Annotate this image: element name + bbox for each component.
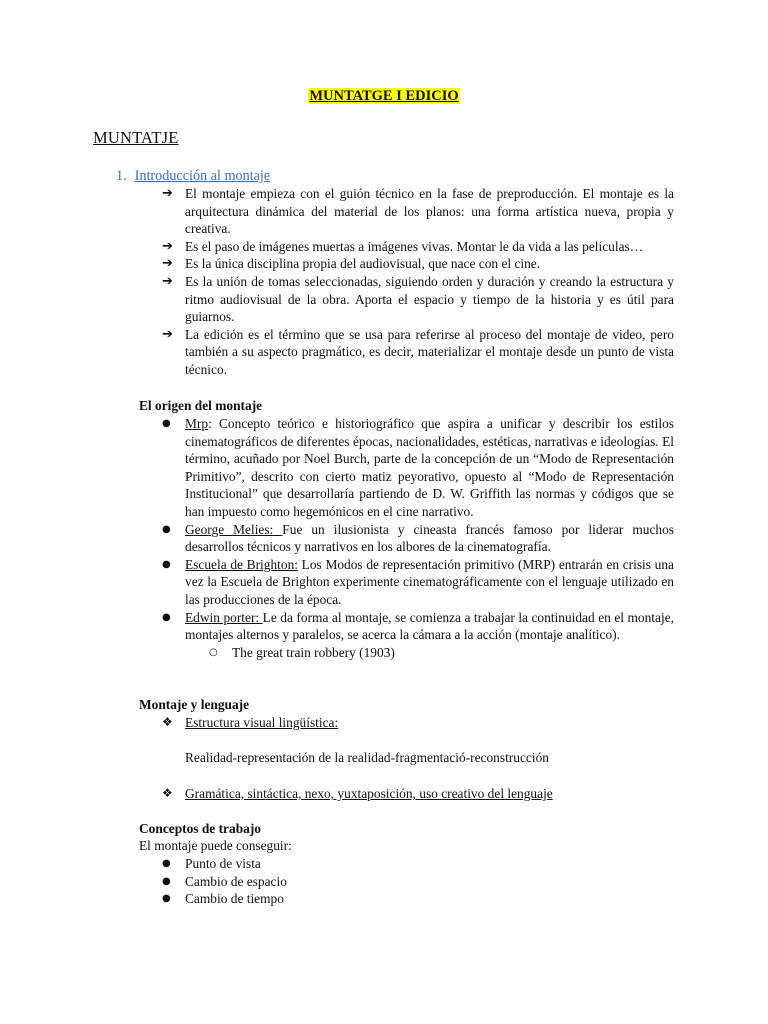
dot-bullet-icon: ● (162, 418, 171, 429)
list-item: ● Edwin porter: Le da forma al montaje, se comienza a trabajar la continuidad en el montaje, montajes alternos y paralelos, se acerca la cámara a la acción (montaje analítico). (162, 609, 674, 643)
list-item: ● Cambio de espacio (162, 873, 287, 889)
arrow-bullet-icon: ➔ (162, 326, 173, 342)
lenguaje-line: Realidad-representación de la realidad-fragmentació-reconstrucción (185, 750, 549, 765)
dot-bullet-icon: ● (162, 875, 171, 887)
conceptos-intro: El montaje puede conseguir: (139, 838, 292, 853)
origen-heading: El origen del montaje (139, 398, 263, 413)
diamond-bullet-icon: ❖ (162, 715, 173, 729)
conceptos-heading: Conceptos de trabajo (139, 821, 261, 836)
lenguaje-item-1 (0, 714, 768, 732)
dot-bullet-icon: ● (162, 611, 171, 623)
lenguaje-item-2 (0, 785, 768, 803)
list-item: ❖ Estructura visual lingüística: (162, 715, 339, 730)
origen-list (0, 415, 768, 661)
diamond-bullet-icon: ❖ (162, 786, 173, 800)
intro-list (0, 185, 768, 379)
arrow-bullet-icon: ➔ (162, 256, 173, 272)
dot-bullet-icon: ● (162, 858, 171, 869)
document-title: MUNTATGE I EDICIO (309, 88, 459, 104)
list-item: ● Punto de vista (162, 856, 261, 871)
heading-number: 1. (116, 168, 127, 184)
dot-bullet-icon: ● (162, 893, 171, 905)
conceptos-list (0, 855, 768, 908)
list-item: ➔ Es la unión de tomas seleccionadas, siguiendo orden y duración y creando la estructura y ritmo audiovisual de la obra. Aporta el espacio y tiempo de la historia y es útil para guiarnos. (162, 273, 674, 325)
arrow-bullet-icon: ➔ (162, 186, 173, 201)
list-item: ➔ Es la única disciplina propia del audiovisual, que nace con el cine. (162, 256, 541, 272)
arrow-bullet-icon: ➔ (162, 273, 173, 289)
list-item: ❖ Gramática, sintáctica, nexo, yuxtaposición, uso creativo del lenguaje (162, 786, 553, 801)
list-item: ● George Melies: Fue un ilusionista y cineasta francés famoso por liderar muchos desarrollos técnicos y narrativos en los albores de la cinematografía. (162, 521, 674, 555)
heading-text: Introducción al montaje (134, 168, 271, 184)
arrow-bullet-icon: ➔ (162, 238, 173, 254)
list-item: ● Mrp: Concepto teórico e historiográfico que aspira a unificar y describir los estilos cinematográficos de diferentes épocas, nacionalidades, estéticas, narrativas e ideologías. El término, acuñado por Noel Burch, parte de la concepción de un “Modo de Representación Primitivo”, descrito con cierto matiz peyorativo, opuesto al “Modo de Representación Institucional” que desarrollaría partiendo de D. W. Griffith las normas y códigos que se han impuesto como hegemónicos en el cine narrativo. (162, 416, 674, 519)
section-heading: MUNTATJE (93, 128, 179, 147)
dot-bullet-icon: ● (162, 523, 171, 535)
sub-list-item: ○ The great train robbery (1903) (209, 644, 395, 660)
list-item: ● Escuela de Brighton: Los Modos de representación primitivo (MRP) entrarán en crisis una vez la Escuela de Brighton experimente cinematográficamente con el lenguaje utilizado en las producciones de la época. (162, 556, 674, 607)
list-item: ● Cambio de tiempo (162, 891, 284, 907)
lenguaje-heading: Montaje y lenguaje (139, 697, 250, 712)
circle-bullet-icon: ○ (209, 646, 218, 658)
numbered-heading (116, 168, 270, 185)
list-item: ➔ La edición es el término que se usa para referirse al proceso del montaje de video, pero también a su aspecto pragmático, es decir, materializar el montaje desde un punto de vista técnico. (162, 326, 674, 377)
dot-bullet-icon: ● (162, 558, 171, 570)
list-item: ➔ Es el paso de imágenes muertas a imágenes vivas. Montar le da vida a las películas… (162, 238, 644, 254)
list-item: ➔ El montaje empieza con el guión técnico en la fase de preproducción. El montaje es la arquitectura dinámica del material de los planos: una forma artística nueva, propia y creativa. (162, 186, 674, 237)
